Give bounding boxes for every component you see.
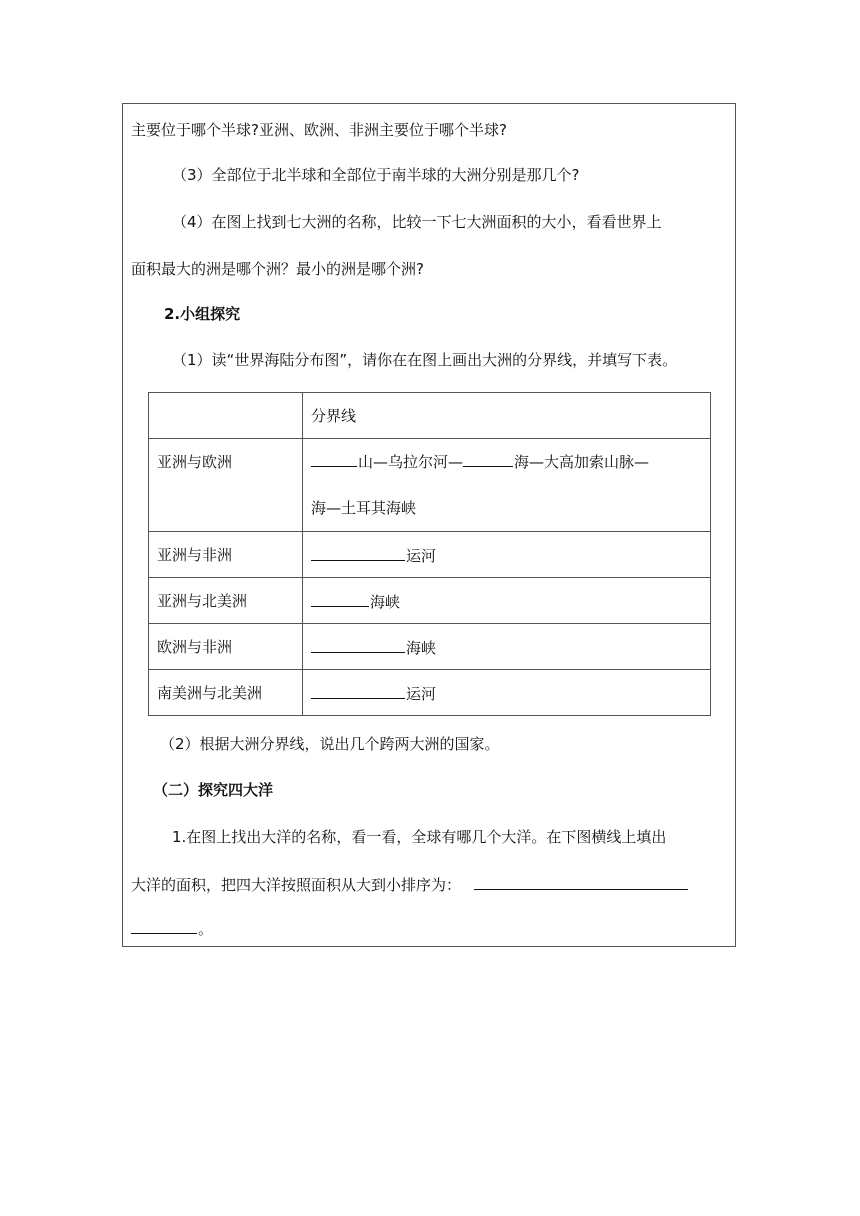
table-row-name: 南美洲与北美洲 bbox=[149, 670, 303, 716]
section-title-four-oceans: （二）探究四大洋 bbox=[153, 781, 274, 799]
boundary-text: 运河 bbox=[406, 546, 437, 565]
oceans-instruction-text: 大洋的面积，把四大洋按照面积从大到小排序为： bbox=[131, 876, 462, 894]
table-row-boundary bbox=[303, 624, 711, 670]
task-2: （2）根据大洲分界线，说出几个跨两大洲的国家。 bbox=[160, 735, 500, 753]
question-intro-tail: 主要位于哪个半球?亚洲、欧洲、非洲主要位于哪个半球? bbox=[131, 121, 507, 139]
oceans-instruction-line2 bbox=[131, 873, 689, 895]
boundary-text: 海—大高加索山脉— bbox=[514, 453, 650, 471]
boundary-line-1 bbox=[311, 439, 702, 485]
sentence-end-mark: 。 bbox=[198, 920, 214, 938]
boundary-text: 海峡 bbox=[406, 638, 437, 657]
section-title-group-inquiry: 2.小组探究 bbox=[164, 305, 241, 323]
table-row-name bbox=[149, 439, 303, 532]
table-row-boundary bbox=[303, 670, 711, 716]
table-header-empty bbox=[149, 393, 303, 439]
table-row-boundary bbox=[303, 439, 711, 532]
oceans-instruction-line1: 1.在图上找出大洋的名称，看一看，全球有哪几个大洋。在下图横线上填出 bbox=[172, 828, 667, 846]
question-4-line2: 面积最大的洲是哪个洲？最小的洲是哪个洲? bbox=[131, 260, 424, 278]
ocean-order-blank-continued[interactable] bbox=[131, 917, 197, 934]
fill-blank[interactable] bbox=[311, 590, 369, 607]
table-row-boundary bbox=[303, 578, 711, 624]
fill-blank[interactable] bbox=[311, 544, 405, 561]
boundary-text: 海峡 bbox=[370, 592, 401, 611]
fill-blank[interactable] bbox=[311, 450, 357, 467]
question-4-line1: （4）在图上找到七大洲的名称，比较一下七大洲面积的大小，看看世界上 bbox=[172, 213, 662, 231]
table-row-boundary bbox=[303, 532, 711, 578]
table-row bbox=[149, 624, 711, 670]
table-row bbox=[149, 670, 711, 716]
fill-blank[interactable] bbox=[311, 682, 405, 699]
fill-blank[interactable] bbox=[463, 450, 513, 467]
table-row-name: 欧洲与非洲 bbox=[149, 624, 303, 670]
table-header-row bbox=[149, 393, 711, 439]
boundary-line-2: 海—土耳其海峡 bbox=[311, 499, 417, 517]
boundary-text: 运河 bbox=[406, 684, 437, 703]
question-3: （3）全部位于北半球和全部位于南半球的大洲分别是那几个? bbox=[172, 166, 580, 184]
table-row bbox=[149, 578, 711, 624]
table-row-name: 亚洲与北美洲 bbox=[149, 578, 303, 624]
boundary-text: 山—乌拉尔河— bbox=[358, 453, 464, 471]
continent-boundary-table bbox=[148, 392, 711, 716]
table-row bbox=[149, 439, 711, 532]
task-1-instruction: （1）读“世界海陆分布图”，请你在在图上画出大洲的分界线，并填写下表。 bbox=[172, 351, 678, 369]
row-label: 亚洲与欧洲 bbox=[157, 453, 233, 471]
oceans-instruction-line3 bbox=[131, 917, 213, 939]
ocean-order-blank[interactable] bbox=[474, 873, 688, 890]
table-row bbox=[149, 532, 711, 578]
table-header-boundary: 分界线 bbox=[303, 393, 711, 439]
fill-blank[interactable] bbox=[311, 636, 405, 653]
table-row-name: 亚洲与非洲 bbox=[149, 532, 303, 578]
